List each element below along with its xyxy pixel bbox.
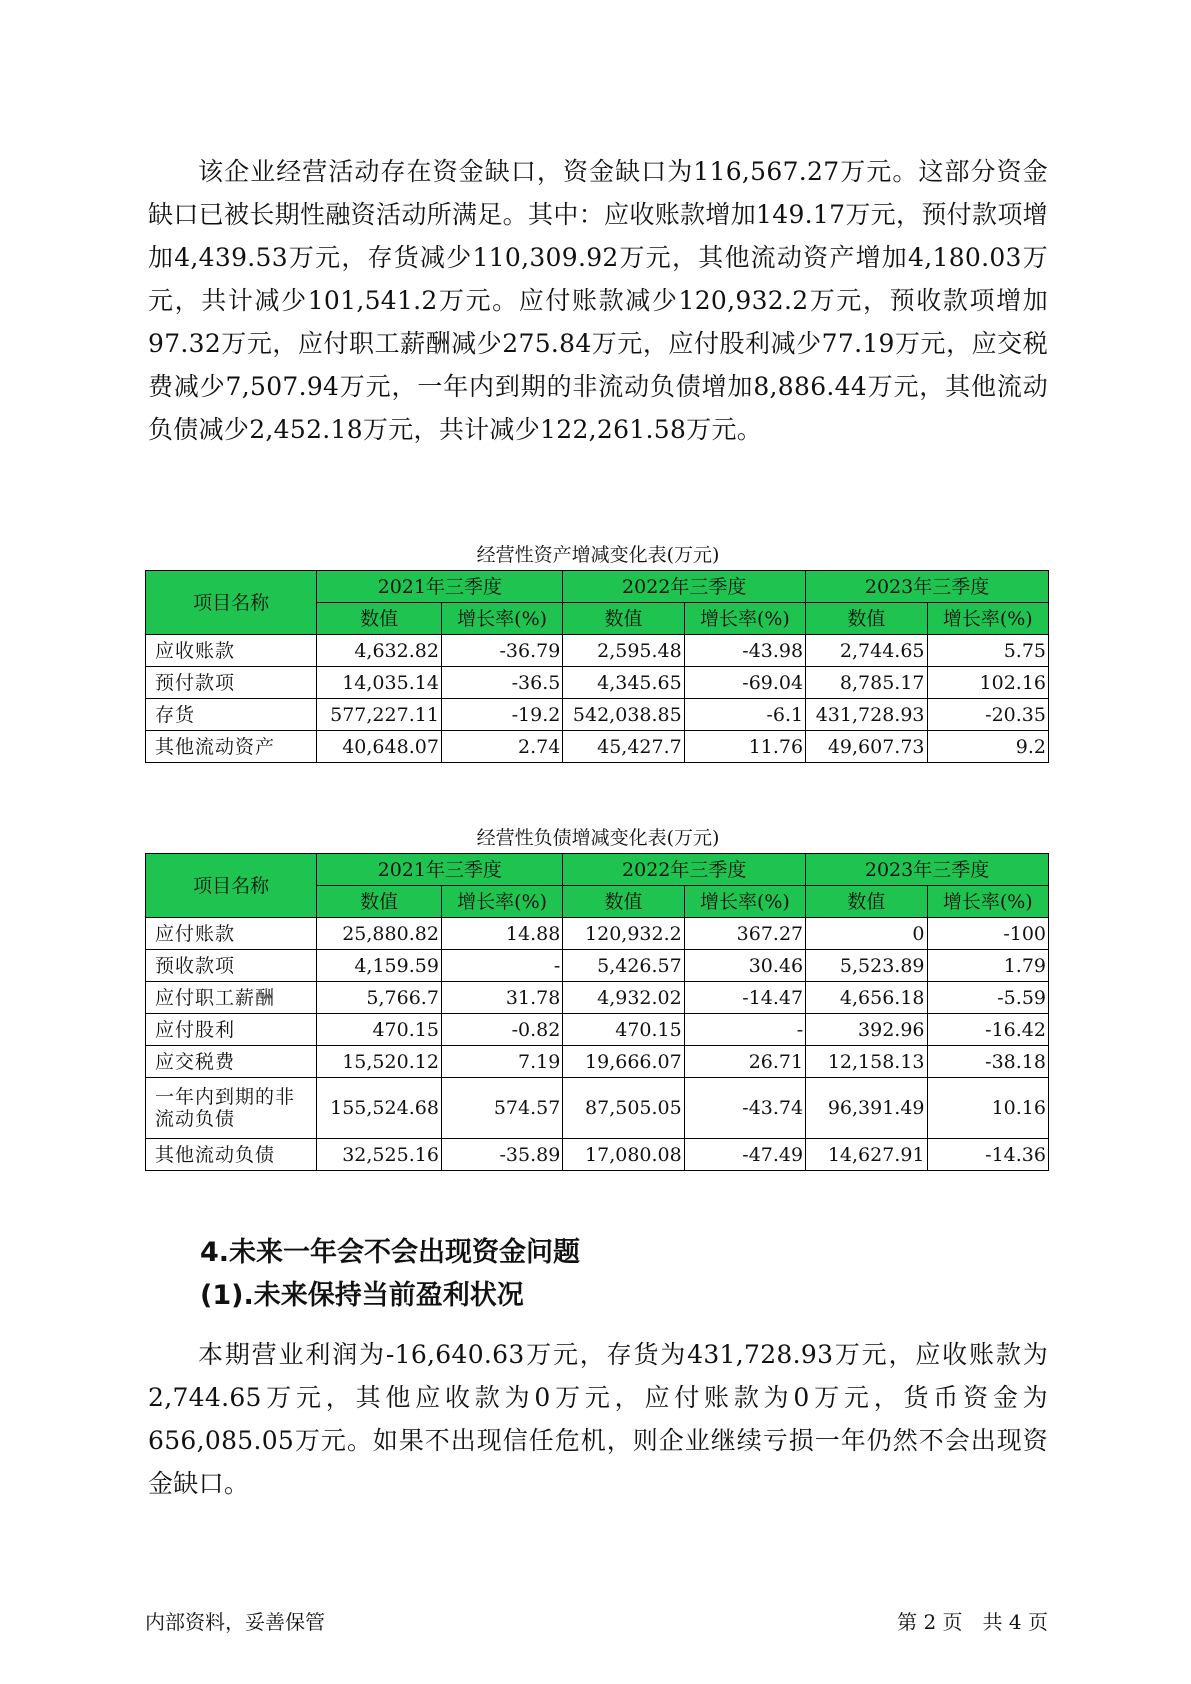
value-cell: 5,523.89 (806, 950, 927, 982)
section-heading: 4.未来一年会不会出现资金问题 (200, 1237, 581, 1268)
value-cell: 8,785.17 (806, 667, 927, 699)
growth-rate-cell: 9.2 (927, 731, 1048, 763)
table-row (146, 1046, 1049, 1078)
period-header: 2023年三季度 (806, 854, 1049, 886)
table-row (146, 635, 1049, 667)
period-header: 2021年三季度 (317, 571, 563, 603)
value-cell: 120,932.2 (563, 918, 684, 950)
table-row (146, 982, 1049, 1014)
value-cell: 32,525.16 (317, 1139, 442, 1171)
row-item-name: 其他流动资产 (146, 731, 317, 763)
table-row (146, 1139, 1049, 1171)
row-item-name: 其他流动负债 (146, 1139, 317, 1171)
growth-rate-cell: -69.04 (684, 667, 805, 699)
growth-rate-cell: -36.5 (441, 667, 562, 699)
table-header-row (146, 854, 1049, 886)
growth-rate-cell: -19.2 (441, 699, 562, 731)
value-cell: 5,766.7 (317, 982, 442, 1014)
growth-rate-cell: -43.74 (684, 1078, 805, 1139)
growth-rate-cell: 10.16 (927, 1078, 1048, 1139)
value-header: 数值 (806, 603, 927, 635)
value-cell: 96,391.49 (806, 1078, 927, 1139)
growth-rate-cell: 5.75 (927, 635, 1048, 667)
growth-rate-cell: 102.16 (927, 667, 1048, 699)
growth-rate-cell: -14.47 (684, 982, 805, 1014)
value-cell: 45,427.7 (563, 731, 684, 763)
growth-rate-cell: - (441, 950, 562, 982)
value-cell: 2,595.48 (563, 635, 684, 667)
row-item-name: 应付职工薪酬 (146, 982, 317, 1014)
table-caption-liabilities: 经营性负债增减变化表(万元) (476, 827, 720, 849)
table-row (146, 699, 1049, 731)
growth-rate-cell: 7.19 (441, 1046, 562, 1078)
value-cell: 19,666.07 (563, 1046, 684, 1078)
table-row (146, 731, 1049, 763)
row-item-name: 预付款项 (146, 667, 317, 699)
rate-header: 增长率(%) (684, 603, 805, 635)
value-cell: 49,607.73 (806, 731, 927, 763)
value-cell: 0 (806, 918, 927, 950)
growth-rate-cell: 11.76 (684, 731, 805, 763)
growth-rate-cell: -36.79 (441, 635, 562, 667)
value-cell: 4,656.18 (806, 982, 927, 1014)
value-cell: 17,080.08 (563, 1139, 684, 1171)
table-row (146, 918, 1049, 950)
growth-rate-cell: -100 (927, 918, 1048, 950)
operating-liabilities-table (145, 853, 1049, 1171)
table-row (146, 950, 1049, 982)
row-item-name: 存货 (146, 699, 317, 731)
value-cell: 14,035.14 (317, 667, 442, 699)
value-cell: 15,520.12 (317, 1046, 442, 1078)
value-cell: 14,627.91 (806, 1139, 927, 1171)
item-name-header: 项目名称 (146, 571, 317, 635)
value-cell: 25,880.82 (317, 918, 442, 950)
value-cell: 155,524.68 (317, 1078, 442, 1139)
growth-rate-cell: -0.82 (441, 1014, 562, 1046)
growth-rate-cell: - (684, 1014, 805, 1046)
value-cell: 4,345.65 (563, 667, 684, 699)
value-cell: 5,426.57 (563, 950, 684, 982)
growth-rate-cell: -43.98 (684, 635, 805, 667)
growth-rate-cell: -35.89 (441, 1139, 562, 1171)
paragraph-funding-gap (148, 150, 1048, 451)
growth-rate-cell: 31.78 (441, 982, 562, 1014)
rate-header: 增长率(%) (441, 886, 562, 918)
value-cell: 40,648.07 (317, 731, 442, 763)
table-row (146, 1078, 1049, 1139)
row-item-name: 应付账款 (146, 918, 317, 950)
growth-rate-cell: -14.36 (927, 1139, 1048, 1171)
row-item-name: 一年内到期的非流动负债 (146, 1078, 317, 1139)
growth-rate-cell: 2.74 (441, 731, 562, 763)
rate-header: 增长率(%) (927, 603, 1048, 635)
operating-assets-table (145, 570, 1049, 763)
table-row (146, 1014, 1049, 1046)
paragraph-text: 该企业经营活动存在资金缺口，资金缺口为116,567.27万元。这部分资金缺口已被长期性融资活动所满足。其中：应收账款增加149.17万元，预付款项增加4,439.53万元，存货减少110,309.92万元，其他流动资产增加4,180.03万元，共计减少101,541.2万元。应付账款减少120,932.2万元，预收款项增加97.32万元，应付职工薪酬减少275.84万元，应付股利减少77.19万元，应交税费减少7,507.94万元，一年内到期的非流动负债增加8,886.44万元，其他流动负债减少2,452.18万元，共计减少122,261.58万元。 (148, 157, 1048, 444)
value-cell: 470.15 (563, 1014, 684, 1046)
value-cell: 4,932.02 (563, 982, 684, 1014)
growth-rate-cell: -16.42 (927, 1014, 1048, 1046)
subsection-heading: (1).未来保持当前盈利状况 (200, 1280, 524, 1311)
period-header: 2023年三季度 (806, 571, 1049, 603)
table-header-row (146, 571, 1049, 603)
rate-header: 增长率(%) (684, 886, 805, 918)
row-item-name: 应收账款 (146, 635, 317, 667)
growth-rate-cell: -38.18 (927, 1046, 1048, 1078)
footer-confidential-note: 内部资料，妥善保管 (145, 1610, 325, 1634)
value-cell: 12,158.13 (806, 1046, 927, 1078)
value-header: 数值 (317, 886, 442, 918)
value-cell: 4,159.59 (317, 950, 442, 982)
paragraph-text: 本期营业利润为-16,640.63万元，存货为431,728.93万元，应收账款为2,744.65万元，其他应收款为0万元，应付账款为0万元，货币资金为656,085.05万元。如果不出现信任危机，则企业继续亏损一年仍然不会出现资金缺口。 (148, 1340, 1048, 1498)
table-caption-assets: 经营性资产增减变化表(万元) (476, 544, 720, 566)
period-header: 2022年三季度 (563, 571, 806, 603)
growth-rate-cell: -47.49 (684, 1139, 805, 1171)
row-item-name: 应交税费 (146, 1046, 317, 1078)
value-cell: 470.15 (317, 1014, 442, 1046)
row-item-name: 应付股利 (146, 1014, 317, 1046)
value-header: 数值 (563, 603, 684, 635)
rate-header: 增长率(%) (927, 886, 1048, 918)
value-cell: 4,632.82 (317, 635, 442, 667)
growth-rate-cell: -5.59 (927, 982, 1048, 1014)
growth-rate-cell: -20.35 (927, 699, 1048, 731)
growth-rate-cell: 1.79 (927, 950, 1048, 982)
item-name-header: 项目名称 (146, 854, 317, 918)
paragraph-profit-outlook (148, 1333, 1048, 1505)
value-header: 数值 (563, 886, 684, 918)
growth-rate-cell: 26.71 (684, 1046, 805, 1078)
growth-rate-cell: 367.27 (684, 918, 805, 950)
table-row (146, 667, 1049, 699)
row-item-name: 预收款项 (146, 950, 317, 982)
growth-rate-cell: 574.57 (441, 1078, 562, 1139)
period-header: 2022年三季度 (563, 854, 806, 886)
value-header: 数值 (317, 603, 442, 635)
value-cell: 542,038.85 (563, 699, 684, 731)
footer-page-number: 第 2 页 共 4 页 (897, 1610, 1048, 1634)
period-header: 2021年三季度 (317, 854, 563, 886)
value-cell: 87,505.05 (563, 1078, 684, 1139)
rate-header: 增长率(%) (441, 603, 562, 635)
value-cell: 431,728.93 (806, 699, 927, 731)
growth-rate-cell: -6.1 (684, 699, 805, 731)
value-cell: 392.96 (806, 1014, 927, 1046)
growth-rate-cell: 30.46 (684, 950, 805, 982)
value-cell: 577,227.11 (317, 699, 442, 731)
value-cell: 2,744.65 (806, 635, 927, 667)
value-header: 数值 (806, 886, 927, 918)
growth-rate-cell: 14.88 (441, 918, 562, 950)
